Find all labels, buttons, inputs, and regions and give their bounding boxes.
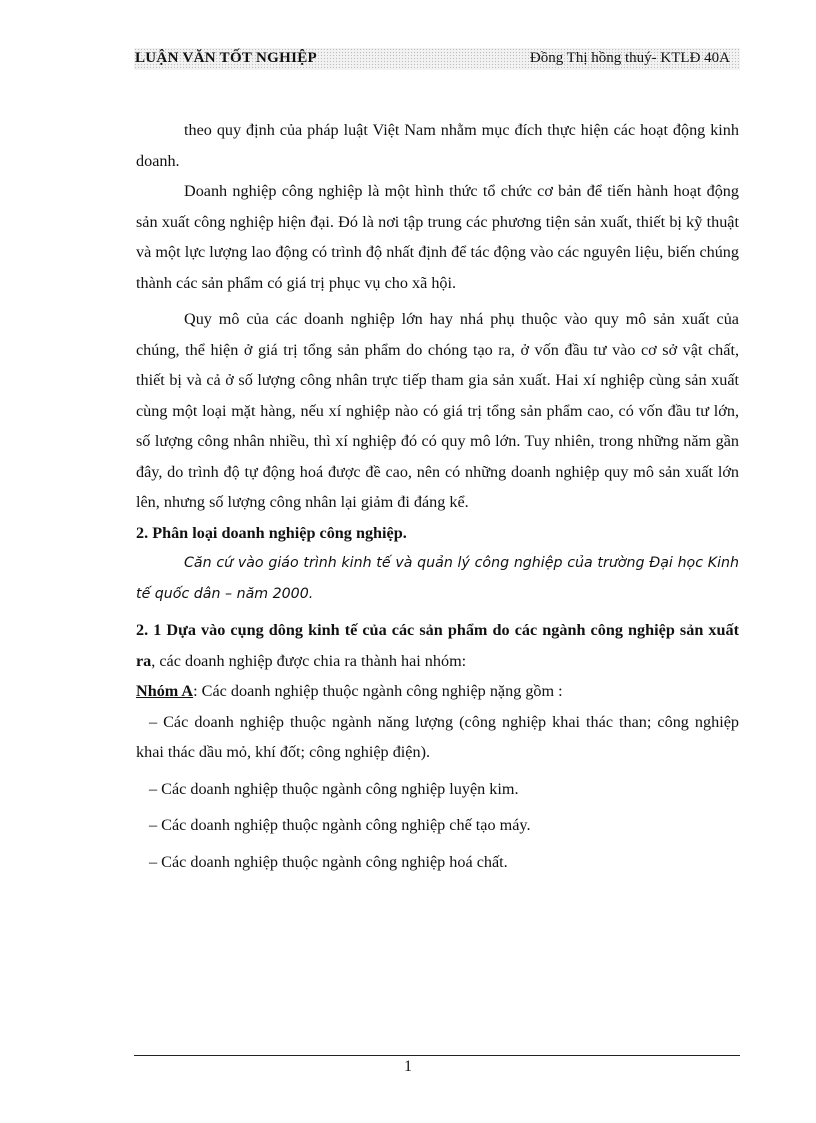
page-body [136, 115, 739, 877]
thesis-label: LUẬN VĂN TỐT NGHIỆP [135, 50, 317, 66]
list-item: – Các doanh nghiệp thuộc ngành công nghiệp luyện kim. [149, 779, 519, 798]
section-heading: 2. Phân loại doanh nghiệp công nghiệp. [136, 523, 407, 542]
author-label: Đồng Thị hồng thuý- KTLĐ 40A [529, 50, 730, 66]
paragraph-3: Quy mô của các doanh nghiệp lớn hay nhá phụ thuộc vào quy mô sản xuất của chúng, thể hiện ở giá trị tổng sản phẩm do chóng tạo ra, ở vốn đầu tư vào cơ sở vật chất, thiết bị và cả ở số lượng công nhân trực tiếp tham gia sản xuất. Hai xí nghiệp cùng sản xuất cùng một loại mặt hàng, nếu xí nghiệp nào có giá trị tổng sản phẩm cao, có vốn đầu tư lớn, số lượng công nhân nhiều, thì xí nghiệp đó có quy mô lớn. Tuy nhiên, trong những năm gần đây, do trình độ tự động hoá được đề cao, nên có những doanh nghiệp quy mô sản xuất lớn lên, nhưng số lượng công nhân lại giảm đi đáng kể. [136, 310, 739, 511]
group-text: : Các doanh nghiệp thuộc ngành công nghiệp nặng gồm : [193, 682, 563, 700]
sub-heading-rest: , các doanh nghiệp được chia ra thành hai nhóm: [151, 651, 467, 670]
page-number: 1 [404, 1058, 412, 1075]
source-note: Căn cứ vào giáo trình kinh tế và quản lý công nghiệp của trường Đại học Kinh tế quốc dân – năm 2000. [136, 555, 739, 602]
list-item: – Các doanh nghiệp thuộc ngành năng lượng (công nghiệp khai thác than; công nghiệp khai thác dầu mỏ, khí đốt; công nghiệp điện). [136, 712, 739, 761]
sub-heading [136, 615, 739, 676]
paragraph-1: theo quy định của pháp luật Việt Nam nhằm mục đích thực hiện các hoạt động kinh doanh. [136, 121, 739, 170]
paragraph-2: Doanh nghiệp công nghiệp là một hình thức tổ chức cơ bản để tiến hành hoạt động sản xuất công nghiệp hiện đại. Đó là nơi tập trung các phương tiện sản xuất, thiết bị kỹ thuật và một lực lượng lao động có trình độ nhất định để tác động vào các nguyên liệu, biến chúng thành các sản phẩm có giá trị phục vụ cho xã hội. [136, 182, 739, 292]
group-label: Nhóm A [136, 682, 194, 700]
list-item: – Các doanh nghiệp thuộc ngành công nghiệp chế tạo máy. [149, 816, 531, 834]
running-header [134, 48, 740, 70]
sub-heading-bold: 2. 1 Dựa vào cụng dông kinh tế của các sản phẩm do các ngành công nghiệp sản xuất ra [136, 621, 739, 670]
footer-rule [134, 1055, 740, 1056]
list-item: – Các doanh nghiệp thuộc ngành công nghiệp hoá chất. [149, 852, 508, 871]
group-line [136, 676, 739, 707]
